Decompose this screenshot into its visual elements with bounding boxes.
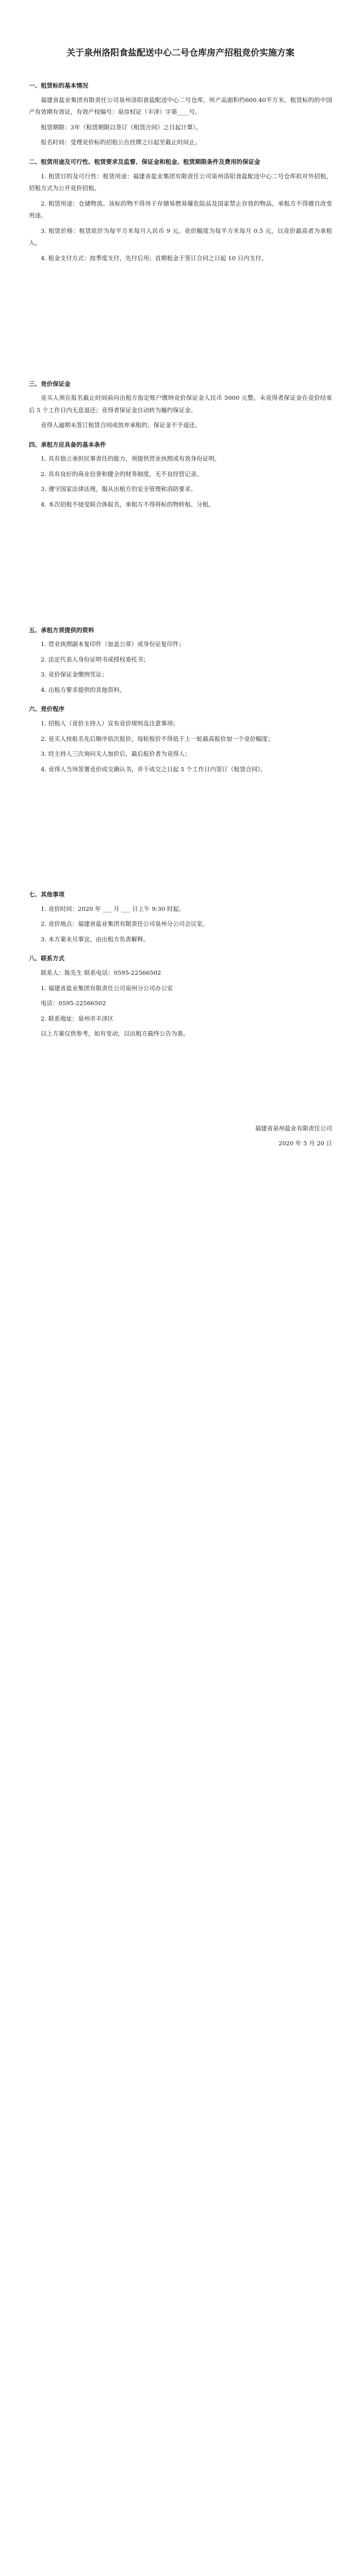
contact-line: 以上方案仅供参考，如有变动，以出租方最终公告为准。 [41,1030,189,1038]
contact-line: 2. 联系地址：泉州市丰泽区 [41,1014,114,1022]
section-2-paragraph: 1. 租赁目的及可行性：租赁用途：福建省盐业集团有限责任公司泉州洛阳食盐配送中心二号仓库拟对外招租，招租方式为公开竞价招租。 [29,172,332,192]
section-5-heading: 五、承租方须提供的资料 [29,626,94,634]
section-1-heading: 一、租赁标的基本情况 [29,82,88,90]
section-1-paragraph: 租赁期限：3年（租赁期限以签订《租赁合同》之日起计算）。 [41,123,202,131]
document-page [0,0,361,1184]
signature-org: 福建省泉州盐业有限责任公司 [255,1124,332,1132]
section-6-paragraph: 2. 竞买人按报名先后顺序依次报价，每轮报价不得低于上一轮最高报价加一个竞价幅度； [41,735,274,742]
section-7-heading: 七、其他事项 [29,891,64,899]
section-5-paragraph: 4. 出租方要求提供的其他资料。 [41,686,126,693]
signature-date: 2020 年 5 月 20 日 [278,1140,332,1147]
section-2-paragraph: 4. 租金支付方式：按季度支付，先付后用；首期租金于签订合同之日起 10 日内支付。 [41,254,268,262]
section-6-heading: 六、竞价程序 [29,705,64,713]
section-4-paragraph: 4. 本次招租不接受联合体报名，承租方不得将标的物转租、分租。 [41,501,215,508]
section-5-paragraph: 1. 营业执照副本复印件（加盖公章）或身份证复印件； [41,640,185,648]
page-break-space [29,268,332,371]
section-6-paragraph: 3. 经主持人三次询问无人加价后，最后报价者为竞得人； [41,750,191,758]
section-2-paragraph: 3. 租赁价格：租赁底价为每平方米每月人民币 9 元。竞价幅度为每平方米每月 0.5 元，以竞价最高者为承租人。 [29,227,332,247]
section-2-heading: 二、租赁用途及可行性、租赁要求及监督、保证金和租金、租赁期限条件及费用的保证金 [29,158,260,165]
section-3-heading: 三、竞价保证金 [29,380,71,387]
section-2-paragraph: 2. 租赁用途：仓储物流。该标的物不得用于存储易燃易爆危险品及国家禁止存放的物品，承租方不得擅自改变用途。 [29,199,332,219]
signature-space [29,1043,332,1105]
section-4-paragraph: 3. 遵守国家法律法规，服从出租方的安全管理和消防要求。 [41,485,197,493]
document-title: 关于泉州洛阳食盐配送中心二号仓库房产招租竞价实施方案 [67,48,294,58]
section-3-paragraph: 竞买人须在报名截止时间前向出租方指定账户缴纳竞价保证金人民币 5000 元整。未竞得者保证金在竞价结束后 5 个工作日内无息退还；竞得者保证金自动转为履约保证金。 [29,394,332,414]
section-7-paragraph: 2. 竞价地点：福建省盐业集团有限责任公司泉州分公司会议室。 [41,920,209,928]
section-7-paragraph: 1. 竞价时间：2020 年 ___ 月 ___ 日上午 9:30 时起。 [41,905,185,912]
section-3-paragraph: 竞得人逾期未签订租赁合同或放弃承租的，保证金不予退还。 [41,421,201,429]
page-break-space [29,778,332,882]
section-1-paragraph: 报名时间：受理竞价标的招租公告挂牌之日起至截止时间止。 [41,139,201,146]
section-6-paragraph: 4. 竞得人当场签署竞价成交确认书，并于成交之日起 5 个工作日内签订《租赁合同》。 [41,765,267,773]
contact-line: 联系人：陈先生 联系电话：0595-22566502 [41,969,161,976]
section-5-paragraph: 3. 竞价保证金缴纳凭证； [41,671,108,679]
section-4-heading: 四、承租方应具备的基本条件 [29,440,106,448]
contact-line: 电话：0595-22566502 [41,999,106,1007]
section-8-heading: 八、联系方式 [29,955,64,962]
page-break-space [29,514,332,617]
section-4-paragraph: 2. 具有良好的商业信誉和健全的财务制度，无不良经营记录。 [41,470,203,478]
section-7-paragraph: 3. 本方案未尽事宜，由出租方负责解释。 [41,935,150,943]
section-5-paragraph: 2. 法定代表人身份证明书或授权委托书； [41,655,150,663]
section-1-paragraph: 福建省盐业集团有限责任公司泉州洛阳食盐配送中心二号仓库，所产品面积约600.40平方米。租赁标的的中国产有效期有效证，有效产权编号：泉房权证（丰泽）字第____号。 [29,96,332,116]
section-6-paragraph: 1. 招租人（竞价主持人）宣布竞价规则及注意事项； [41,719,179,727]
section-4-paragraph: 1. 具有独立承担民事责任的能力，须提供营业执照或有效身份证明。 [41,455,221,463]
contact-line: 1. 福建省盐业集团有限责任公司泉州分公司办公室 [41,984,173,992]
